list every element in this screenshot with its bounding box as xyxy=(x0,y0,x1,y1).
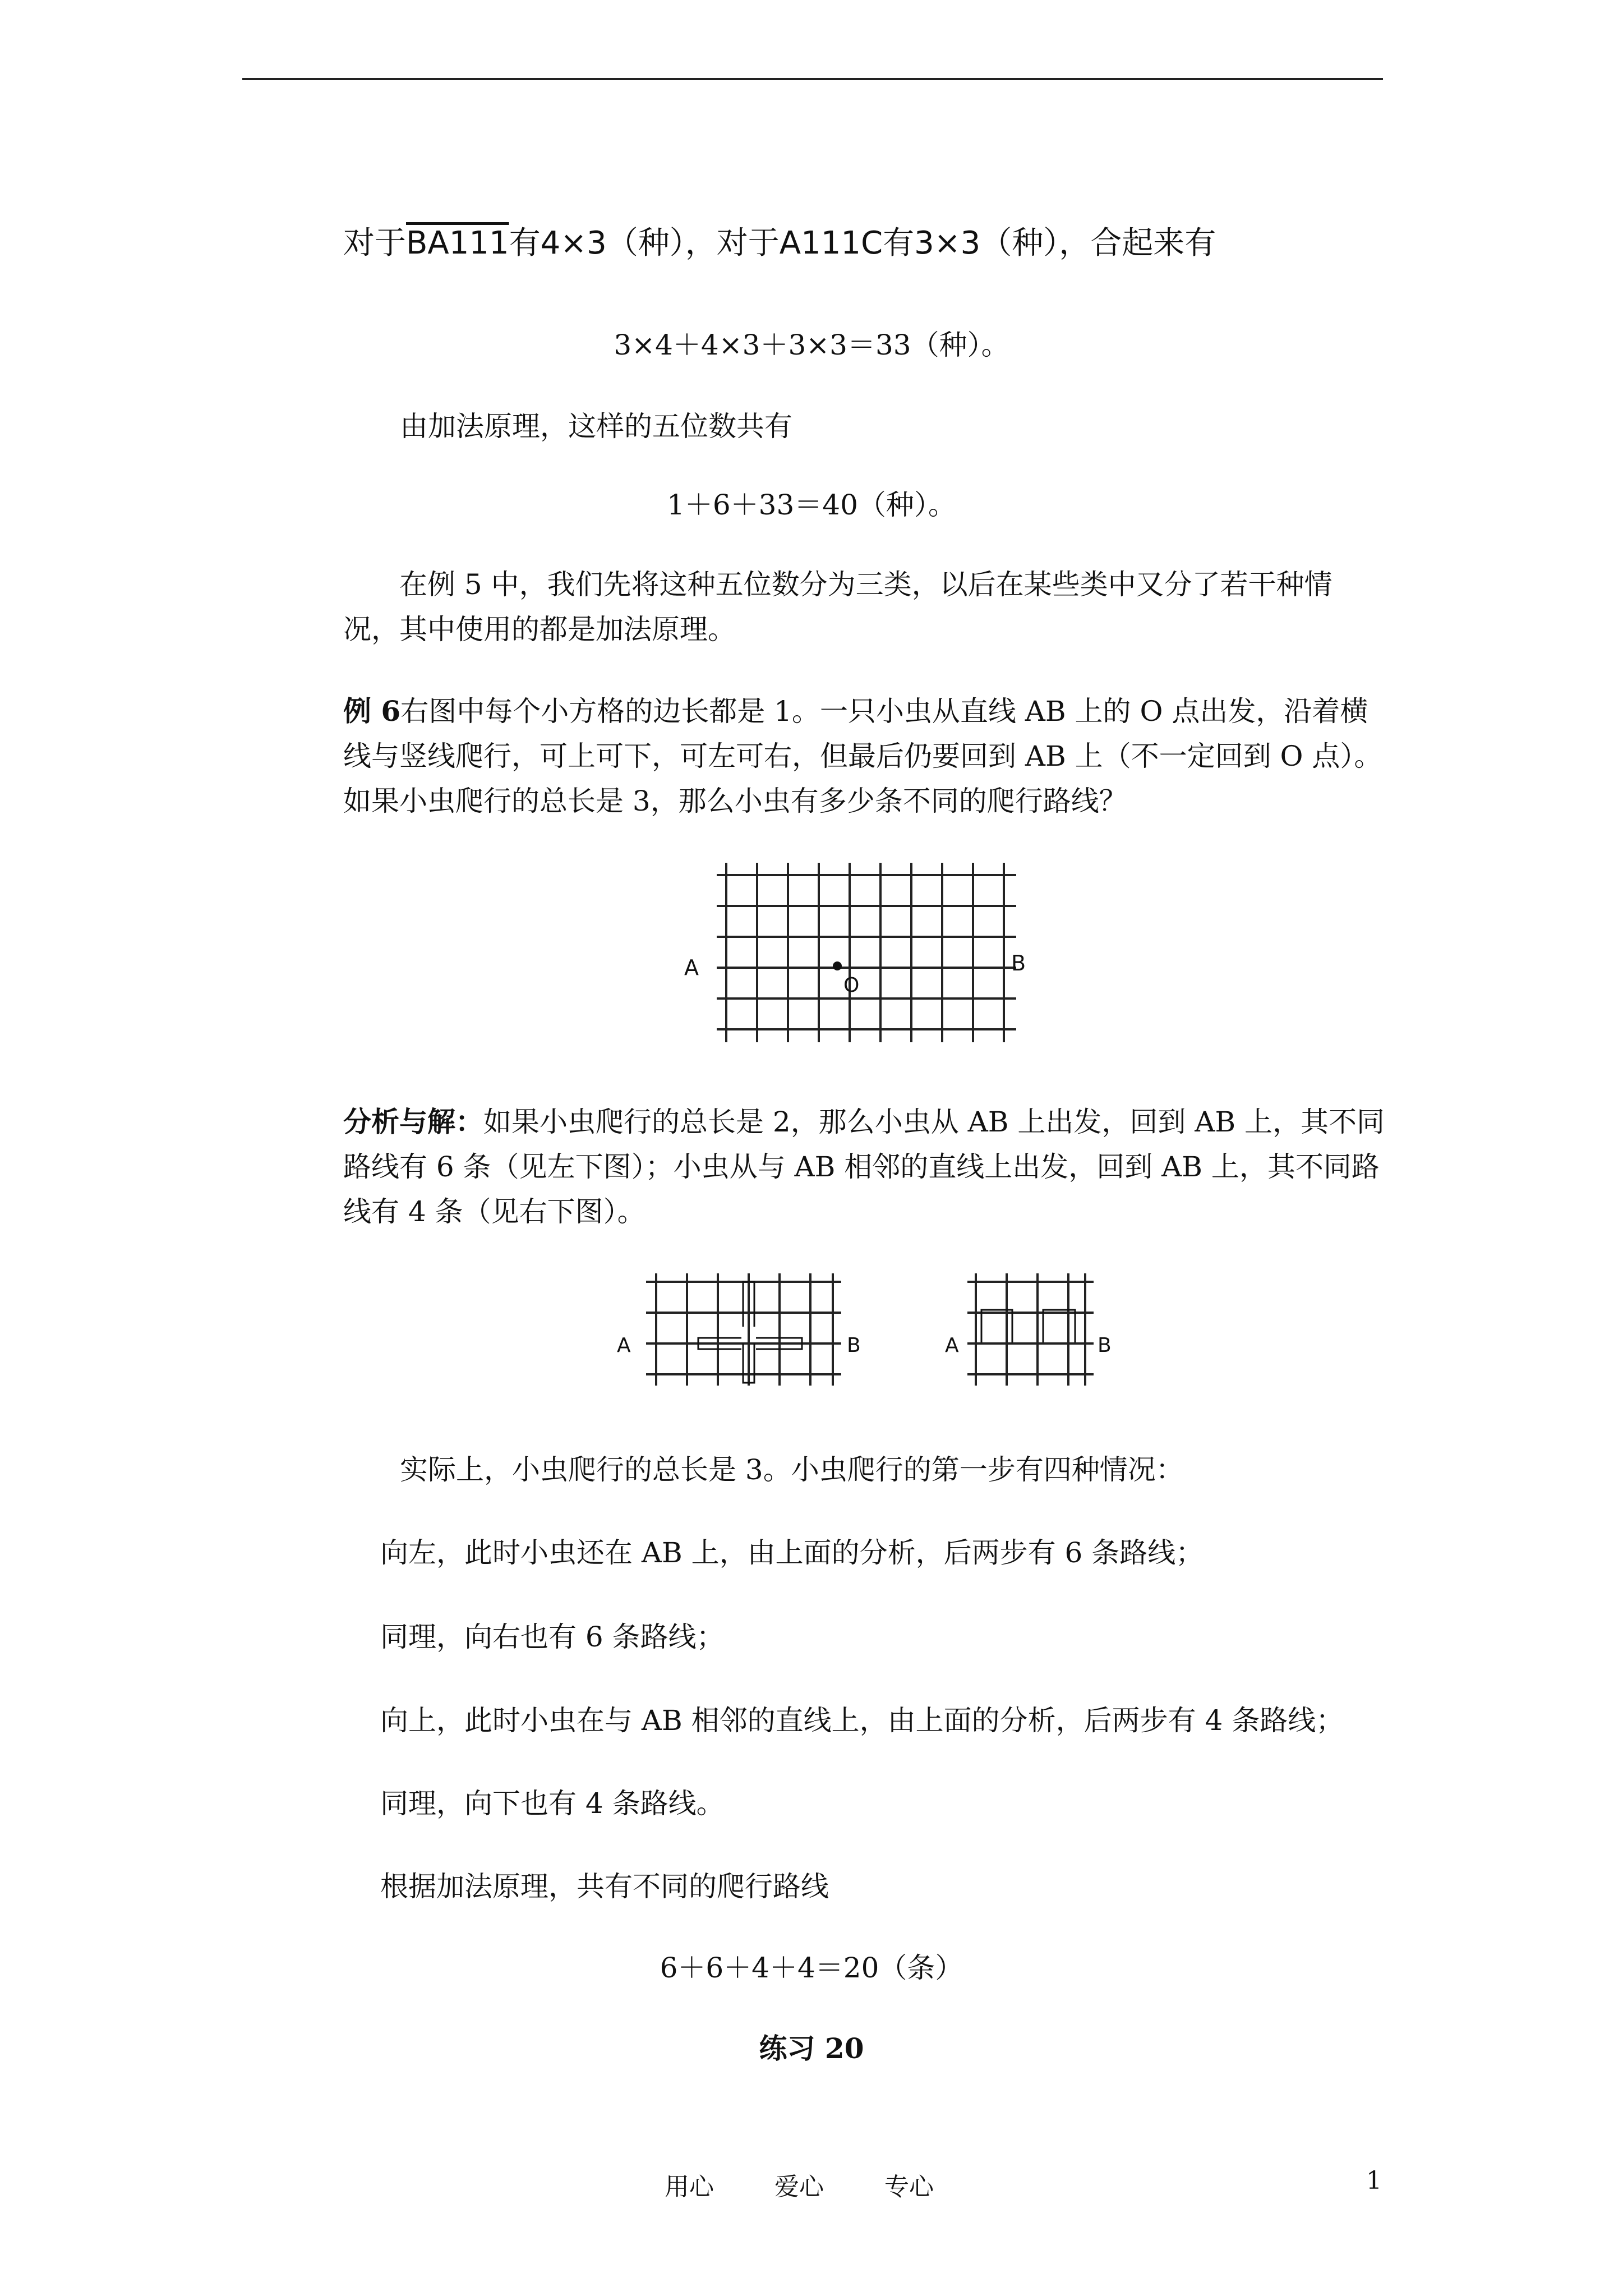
example-6-label: 例 6 xyxy=(343,694,401,728)
paragraph-line-1 xyxy=(343,220,1216,267)
grid-1-lines xyxy=(717,863,1016,1042)
exercise-title: 练习 20 xyxy=(759,2032,864,2065)
line1-prefix: 对于 xyxy=(343,225,406,261)
paragraph-3 xyxy=(343,562,1386,652)
footer-item: 爱心 xyxy=(774,2173,824,2201)
label-b: B xyxy=(1098,1334,1112,1357)
equation-1: 3×4＋4×3＋3×3＝33（种）。 xyxy=(614,329,1009,361)
analysis-text: 如果小虫爬行的总长是 2，那么小虫从 AB 上出发，回到 AB 上，其不同路线有 6 条（见左下图）；小虫从与 AB 相邻的直线上出发，回到 AB 上，其不同路线有 4 条（见右下图）。 xyxy=(343,1106,1385,1228)
line1-rest: 有4×3（种），对于A111C有3×3（种），合起来有 xyxy=(509,225,1216,261)
label-b: B xyxy=(1011,951,1026,976)
point-o-dot xyxy=(833,961,842,970)
footer-item: 专心 xyxy=(884,2173,934,2201)
page-number: 1 xyxy=(1366,2166,1382,2195)
overlined-number: BA111 xyxy=(406,225,509,261)
paragraph-3-text: 在例 5 中，我们先将这种五位数分为三类，以后在某些类中又分了若干种情况，其中使用的都是加法原理。 xyxy=(343,568,1332,646)
footer-motto xyxy=(665,2166,934,2202)
label-a: A xyxy=(684,955,699,980)
step-3: 同理，向右也有 6 条路线； xyxy=(380,1621,725,1653)
step-5: 同理，向下也有 4 条路线。 xyxy=(380,1787,725,1820)
paths-cross xyxy=(698,1282,802,1383)
step-6: 根据加法原理，共有不同的爬行路线 xyxy=(380,1870,829,1903)
label-a: A xyxy=(945,1334,959,1357)
step-4: 向上，此时小虫在与 AB 相邻的直线上，由上面的分析，后两步有 4 条路线； xyxy=(380,1704,1344,1737)
label-b: B xyxy=(847,1334,861,1357)
grid-figure-3 xyxy=(945,1271,1124,1394)
grid-figure-2 xyxy=(617,1271,875,1394)
label-o: O xyxy=(843,974,860,997)
header-rule xyxy=(242,78,1383,80)
label-a: A xyxy=(617,1334,631,1357)
analysis-label: 分析与解： xyxy=(343,1105,483,1138)
step-1: 实际上，小虫爬行的总长是 3。小虫爬行的第一步有四种情况： xyxy=(400,1453,1184,1486)
step-2: 向左，此时小虫还在 AB 上，由上面的分析，后两步有 6 条路线； xyxy=(380,1536,1204,1569)
grid-figure-1 xyxy=(684,858,1043,1049)
example-6-text: 右图中每个小方格的边长都是 1。一只小虫从直线 AB 上的 O 点出发，沿着横线与竖线爬行，可上可下，可左可右，但最后仍要回到 AB 上（不一定回到 O 点）。如果小虫爬行的总长是 3，那么小虫有多少条不同的爬行路线？ xyxy=(343,695,1382,817)
paths-squares xyxy=(981,1310,1075,1342)
analysis-paragraph xyxy=(343,1099,1386,1234)
footer-item: 用心 xyxy=(665,2173,714,2201)
paragraph-2: 由加法原理，这样的五位数共有 xyxy=(400,410,792,443)
equation-2: 1＋6＋33＝40（种）。 xyxy=(667,489,956,521)
example-6 xyxy=(343,689,1386,823)
equation-3: 6＋6＋4＋4＝20（条） xyxy=(660,1952,963,1984)
